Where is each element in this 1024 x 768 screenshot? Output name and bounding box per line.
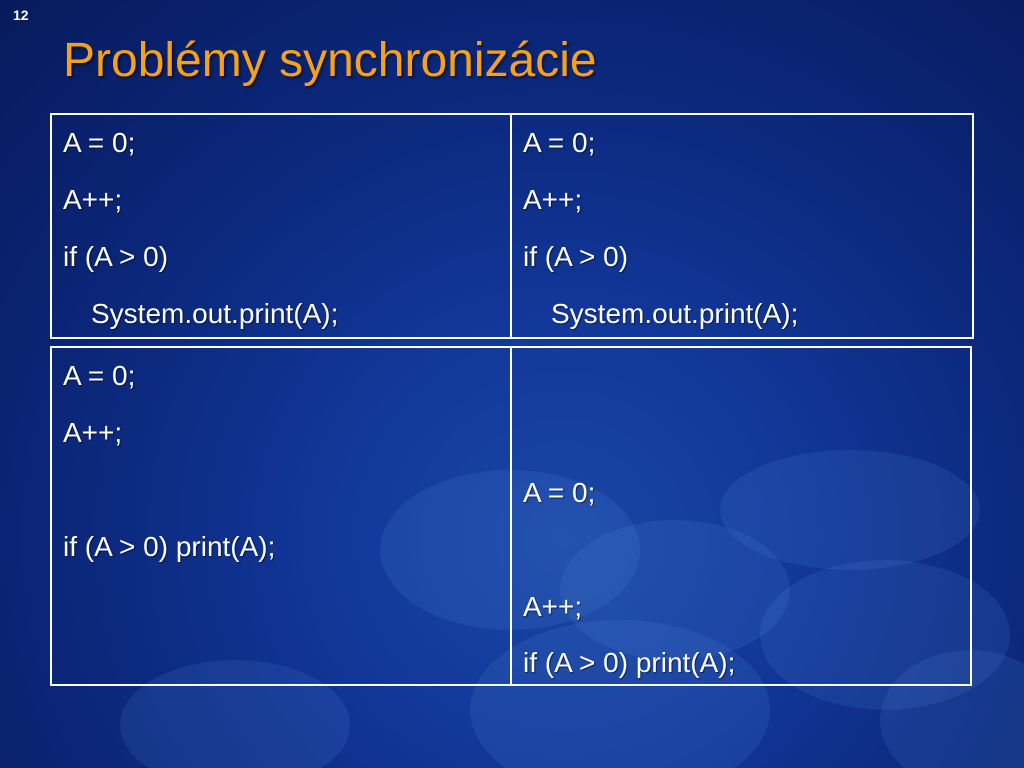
code-cell-bottom-left [52, 348, 512, 684]
slide-number: 12 [13, 7, 29, 23]
code-line: A = 0; [63, 127, 136, 158]
code-line: if (A > 0) [523, 241, 629, 272]
code-line: A++; [523, 591, 583, 622]
slide-title: Problémy synchronizácie [63, 34, 597, 87]
code-line: A = 0; [63, 360, 136, 391]
code-line: A = 0; [523, 477, 596, 508]
code-cell-top-right [512, 115, 972, 337]
code-line: A++; [63, 184, 123, 215]
code-cell-bottom-right [512, 348, 970, 684]
code-table-bottom [50, 346, 972, 686]
code-line: if (A > 0) print(A); [63, 531, 276, 562]
code-line: if (A > 0) [63, 241, 169, 272]
code-cell-top-left [52, 115, 512, 337]
code-line: if (A > 0) print(A); [523, 647, 736, 678]
code-table-top [50, 113, 974, 339]
code-line: System.out.print(A); [91, 298, 339, 329]
code-line: A++; [63, 417, 123, 448]
code-line: A++; [523, 184, 583, 215]
code-line: System.out.print(A); [551, 298, 799, 329]
code-line: A = 0; [523, 127, 596, 158]
